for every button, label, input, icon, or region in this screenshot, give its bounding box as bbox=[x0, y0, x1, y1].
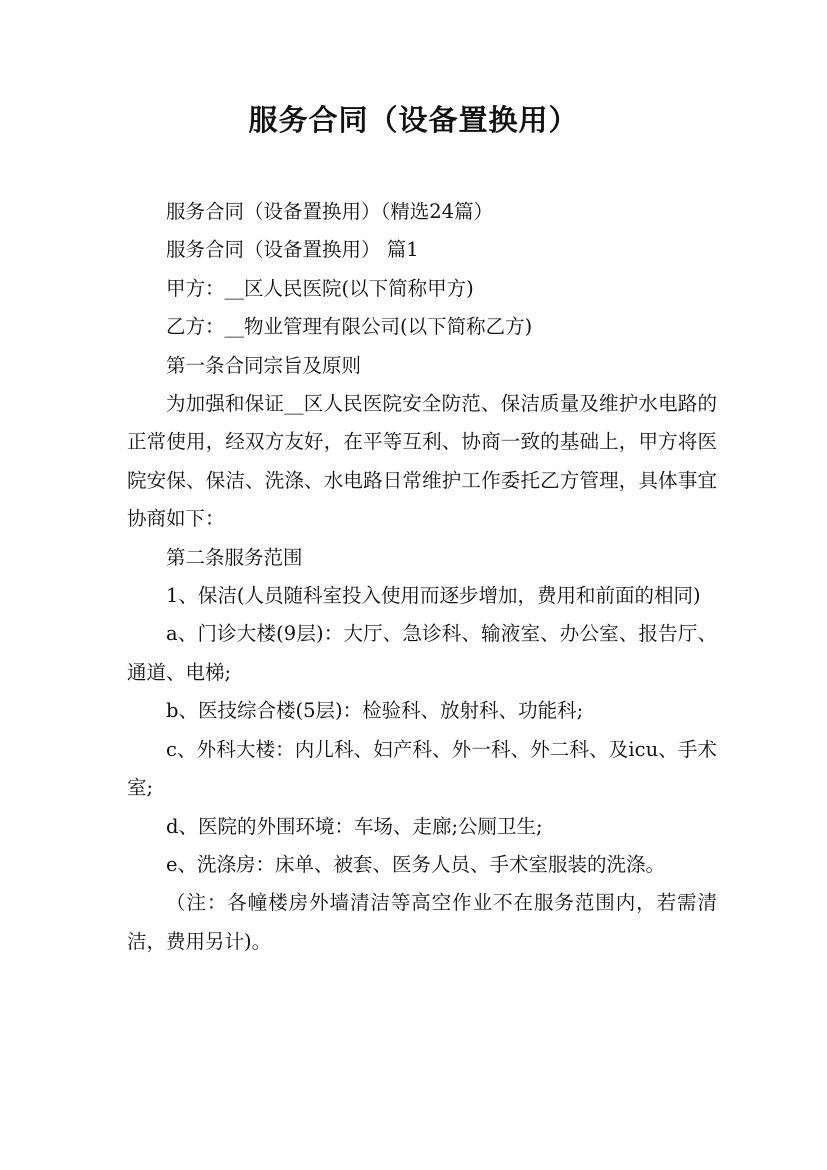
paragraph-item-d: d、医院的外围环境：车场、走廊;公厕卫生; bbox=[166, 814, 543, 838]
paragraph-article-2-heading: 第二条服务范围 bbox=[166, 545, 303, 569]
paragraph-item-b: b、医技综合楼(5层)：检验科、放射科、功能科; bbox=[166, 699, 584, 723]
paragraph-article-1-text: 为加强和保证__区人民医院安全防范、保洁质量及维护水电路的正常使用，经双方友好，在平等互利、协商一致的基础上，甲方将医院安保、保洁、洗涤、水电路日常维护工作委托乙方管理，具体事宜协商如下： bbox=[127, 392, 717, 531]
paragraph-item-1: 1、保洁(人员随科室投入使用而逐步增加，费用和前面的相同) bbox=[166, 584, 701, 608]
paragraph-item-e: e、洗涤房：床单、被套、医务人员、手术室服装的洗涤。 bbox=[166, 852, 666, 876]
paragraph-section-heading: 服务合同（设备置换用） 篇1 bbox=[166, 238, 419, 262]
paragraph-subtitle: 服务合同（设备置换用）（精选24篇） bbox=[166, 200, 494, 223]
paragraph-item-a: a、门诊大楼(9层)：大厅、急诊科、输液室、办公室、报告厅、通道、电梯; bbox=[127, 622, 717, 684]
paragraph-article-1-heading: 第一条合同宗旨及原则 bbox=[166, 353, 362, 377]
document-body bbox=[127, 193, 717, 961]
paragraph-item-c: c、外科大楼：内儿科、妇产科、外一科、外二科、及icu、手术室; bbox=[127, 737, 717, 800]
paragraph-party-b: 乙方：__物业管理有限公司(以下简称乙方) bbox=[166, 315, 533, 339]
document-title: 服务合同（设备置换用） bbox=[248, 103, 579, 137]
paragraph-note: （注：各幢楼房外墙清洁等高空作业不在服务范围内，若需清洁，费用另计)。 bbox=[127, 891, 717, 953]
paragraph-party-a: 甲方：__区人民医院(以下简称甲方) bbox=[166, 276, 474, 300]
